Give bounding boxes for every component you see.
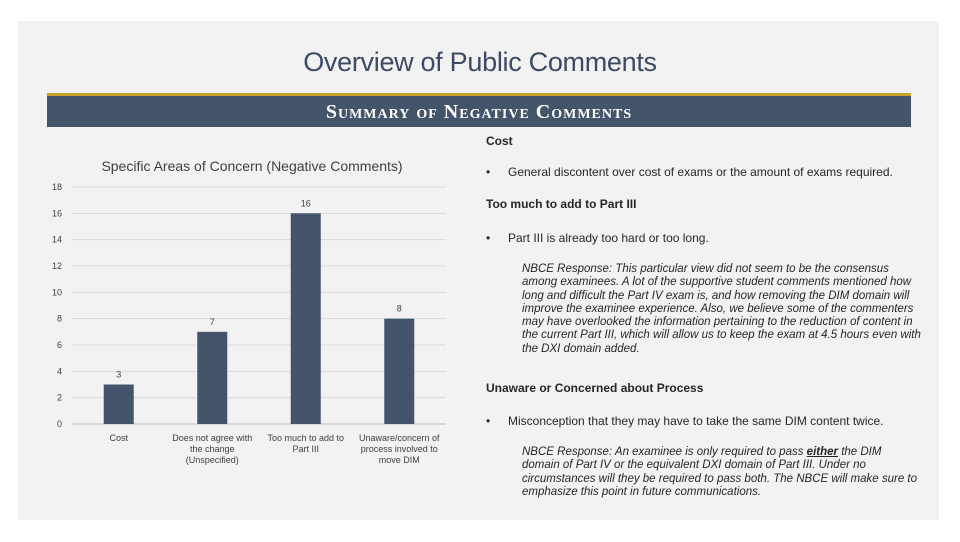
part3-heading: Too much to add to Part III bbox=[486, 197, 637, 211]
part3-response: NBCE Response: This particular view did not seem to be the consensus among examinees. A lot of the supportive student comments mentioned how long and difficult the Part IV exam is, and how removing the DIM domain will improve the examinee experience. Also, we believe some of the commenters may have overlooked the information pertaining to the reduction of content in the current Part III, which will allow us to keep the exam at 4.5 hours even with the DXI domain added. bbox=[522, 263, 921, 355]
x-category-label: Unaware/concern of bbox=[358, 433, 440, 443]
data-label: 7 bbox=[209, 316, 215, 327]
y-tick-label: 16 bbox=[51, 208, 62, 219]
y-tick-label: 6 bbox=[56, 340, 62, 350]
cost-bullet bbox=[486, 165, 893, 179]
process-heading: Unaware or Concerned about Process bbox=[486, 381, 704, 395]
y-tick-label: 2 bbox=[56, 392, 62, 403]
process-bullet bbox=[486, 414, 884, 428]
bullet-marker: • bbox=[486, 231, 491, 245]
bar bbox=[104, 385, 134, 425]
bar bbox=[291, 213, 321, 424]
y-tick-label: 14 bbox=[51, 234, 62, 245]
process-response-end: the DIM domain of Part IV or the equivalent DXI domain of Part III. Under no circumstances will they be required to pass both. The NBCE will make sure to emphasize this point in future communications. bbox=[522, 446, 917, 498]
data-label: 16 bbox=[300, 198, 311, 209]
x-category-label: Does not agree with bbox=[172, 433, 253, 443]
bar bbox=[197, 332, 227, 424]
x-category-label: Part III bbox=[292, 444, 320, 454]
x-category-label: process involved to bbox=[360, 444, 438, 454]
y-tick-label: 10 bbox=[51, 287, 62, 298]
process-response-emphasis: either bbox=[806, 446, 838, 458]
y-tick-label: 0 bbox=[56, 419, 62, 429]
bar-chart bbox=[40, 175, 460, 475]
bullet-marker: • bbox=[486, 165, 491, 179]
cost-bullet-text: General discontent over cost of exams or the amount of exams required. bbox=[508, 165, 893, 179]
data-label: 8 bbox=[396, 303, 402, 314]
x-category-label: the change bbox=[189, 444, 235, 454]
y-tick-label: 8 bbox=[56, 313, 62, 324]
process-response-start: NBCE Response: An examinee is only required to pass bbox=[522, 446, 807, 458]
x-category-label: Cost bbox=[109, 433, 129, 443]
part3-bullet bbox=[486, 231, 709, 245]
slide-title: Overview of Public Comments bbox=[303, 47, 657, 77]
data-label: 3 bbox=[116, 369, 122, 380]
part3-bullet-text: Part III is already too hard or too long. bbox=[508, 231, 709, 245]
y-tick-label: 4 bbox=[56, 366, 62, 377]
section-banner: Summary of Negative Comments bbox=[47, 96, 911, 127]
process-bullet-text: Misconception that they may have to take the same DIM content twice. bbox=[508, 414, 884, 428]
x-category-label: (Unspecified) bbox=[185, 455, 239, 465]
y-tick-label: 12 bbox=[51, 261, 62, 271]
process-response bbox=[522, 446, 922, 499]
bar bbox=[384, 319, 414, 424]
y-tick-label: 18 bbox=[51, 182, 62, 192]
cost-heading: Cost bbox=[486, 134, 513, 148]
x-category-label: Too much to add to bbox=[267, 433, 345, 443]
x-category-label: move DIM bbox=[378, 455, 420, 465]
bullet-marker: • bbox=[486, 414, 491, 428]
chart-title: Specific Areas of Concern (Negative Comments) bbox=[101, 158, 403, 174]
